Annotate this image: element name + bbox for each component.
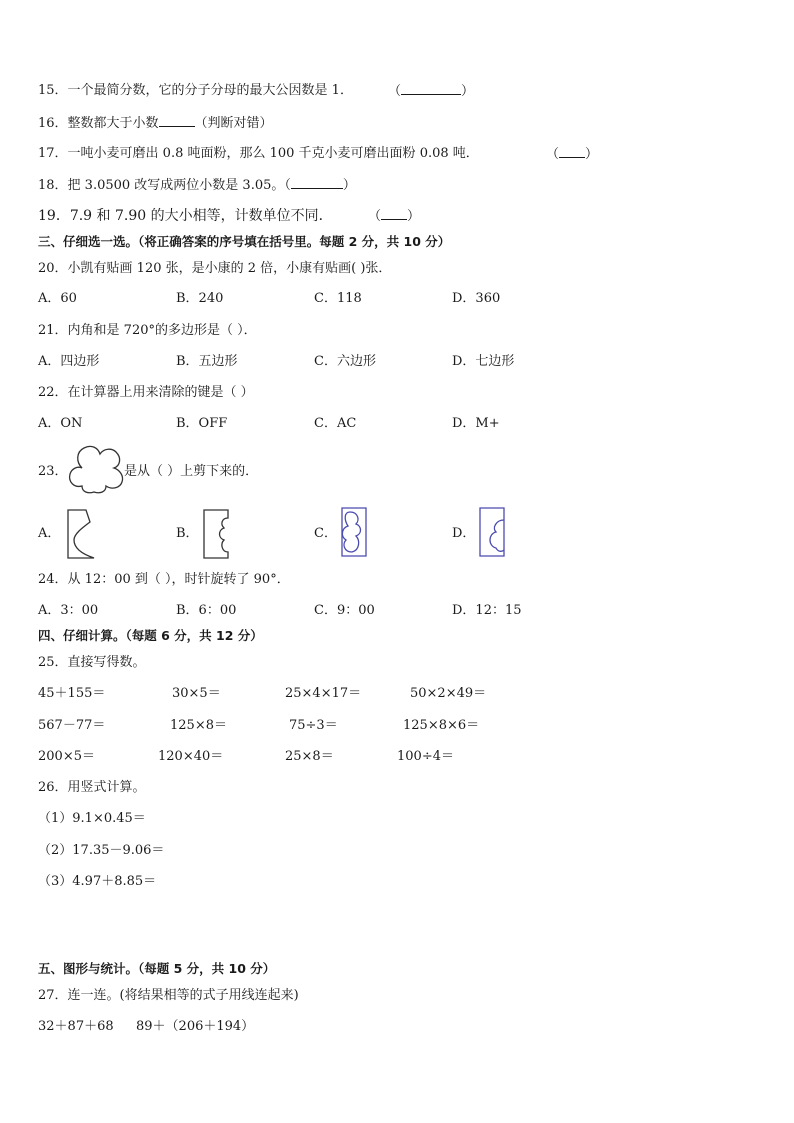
question-15-text: 15．一个最简分数，它的分子分母的最大公因数是 1． (38, 83, 353, 98)
option-a[interactable]: A．3：00 (38, 603, 99, 618)
section-4-heading: 四、仔细计算。（每题 6 分，共 12 分） (38, 628, 263, 643)
calc-item: 25×4×17＝ (285, 686, 362, 701)
option-d[interactable]: D．360 (452, 291, 501, 306)
option-b[interactable]: B．五边形 (176, 354, 238, 369)
option-a[interactable]: A．ON (38, 416, 83, 431)
question-18: 18．把 3.0500 改写成两位小数是 3.05。（ ） (38, 178, 356, 193)
option-d-paper-figure (476, 506, 510, 558)
calc-item: 75÷3＝ (289, 718, 338, 733)
option-c-paper-figure (338, 506, 372, 558)
match-left-expression[interactable]: 32＋87＋68 (38, 1019, 114, 1034)
option-d[interactable]: D．M+ (452, 416, 500, 431)
answer-blank[interactable] (559, 145, 585, 158)
section-3-heading: 三、仔细选一选。（将正确答案的序号填在括号里。每题 2 分，共 10 分） (38, 234, 451, 249)
answer-blank[interactable] (159, 114, 195, 127)
option-a[interactable]: A．四边形 (38, 354, 100, 369)
question-26-stem: 26．用竖式计算。 (38, 780, 146, 795)
option-d[interactable]: D．七边形 (452, 354, 515, 369)
option-c[interactable]: C．9：00 (314, 603, 375, 618)
calc-item: 45＋155＝ (38, 686, 106, 701)
question-17-text: 17．一吨小麦可磨出 0.8 吨面粉，那么 100 千克小麦可磨出面粉 0.08 吨． (38, 146, 479, 161)
question-25-stem: 25．直接写得数。 (38, 655, 146, 670)
option-a[interactable]: A． (38, 526, 61, 541)
calc-item: 25×8＝ (285, 749, 334, 764)
vertical-calc-item: （2）17.35－9.06＝ (38, 843, 165, 858)
question-23-number: 23． (38, 464, 68, 479)
option-b[interactable]: B． (176, 526, 199, 541)
question-24-stem: 24．从 12：00 到（ ），时针旋转了 90°． (38, 572, 290, 587)
vertical-calc-item: （3）4.97＋8.85＝ (38, 874, 157, 889)
question-22-stem: 22．在计算器上用来清除的键是（ ） (38, 385, 254, 400)
calc-item: 100÷4＝ (397, 749, 454, 764)
match-right-expression[interactable]: 89＋（206＋194） (136, 1019, 255, 1034)
question-15 (38, 82, 353, 100)
option-c[interactable]: C．AC (314, 416, 357, 431)
question-19-answer[interactable]: （ ） (368, 209, 421, 224)
option-d[interactable]: D． (452, 526, 476, 541)
question-20-stem: 20．小凯有贴画 120 张，是小康的 2 倍，小康有贴画( )张． (38, 261, 392, 276)
option-c[interactable]: C． (314, 526, 337, 541)
option-b[interactable]: B．6：00 (176, 603, 237, 618)
calc-item: 50×2×49＝ (410, 686, 487, 701)
calc-item: 125×8×6＝ (403, 718, 480, 733)
question-15-answer[interactable]: （ ） (388, 84, 475, 99)
calc-item: 125×8＝ (170, 718, 227, 733)
answer-blank[interactable] (401, 82, 461, 95)
question-17-answer[interactable]: （ ） (546, 147, 599, 162)
option-d[interactable]: D．12：15 (452, 603, 522, 618)
answer-blank[interactable] (291, 176, 343, 189)
vertical-calc-item: （1）9.1×0.45＝ (38, 811, 146, 826)
option-a-paper-figure (62, 508, 96, 560)
question-16: 16．整数都大于小数 （判断对错） (38, 116, 273, 131)
question-21-stem: 21．内角和是 720°的多边形是（ ）． (38, 323, 257, 338)
option-c[interactable]: C．118 (314, 291, 362, 306)
question-19: 19．7.9 和 7.90 的大小相等，计数单位不同． (38, 208, 333, 224)
option-b[interactable]: B．240 (176, 291, 224, 306)
question-17 (38, 145, 479, 163)
section-5-heading: 五、图形与统计。（每题 5 分，共 10 分） (38, 961, 276, 976)
calc-item: 30×5＝ (172, 686, 221, 701)
option-a[interactable]: A．60 (38, 291, 77, 306)
option-b[interactable]: B．OFF (176, 416, 228, 431)
option-b-paper-figure (200, 508, 234, 560)
question-27-stem: 27．连一连。(将结果相等的式子用线连起来) (38, 988, 299, 1003)
question-23-stem: 是从（ ）上剪下来的． (124, 464, 259, 479)
cloud-shape-figure (66, 444, 126, 494)
option-c[interactable]: C．六边形 (314, 354, 376, 369)
calc-item: 120×40＝ (158, 749, 224, 764)
calc-item: 200×5＝ (38, 749, 95, 764)
calc-item: 567－77＝ (38, 718, 106, 733)
answer-blank[interactable] (381, 207, 407, 220)
